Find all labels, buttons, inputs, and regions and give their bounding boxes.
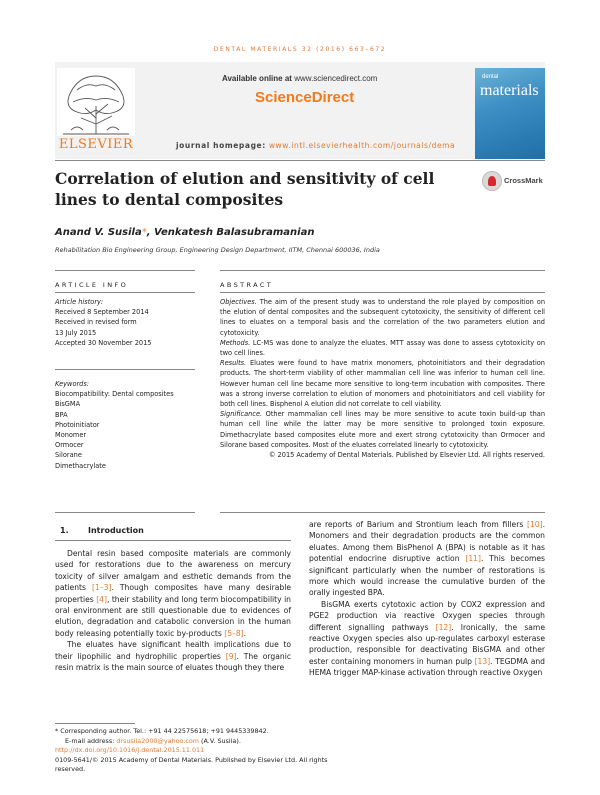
- section-heading-introduction: [60, 526, 144, 535]
- article-info-heading: ARTICLE INFO: [55, 281, 129, 289]
- paragraph: Dental resin based composite materials are commonly used for restorations due to the awareness on mercury toxicity of silver amalgam and esthetic demands from the patients [1–3]. Though composites have many desirable properties [4], their stability and long term biocompatibility in oral environment are still questionable due to evidences of elution, degradation and catabolic conversion in the human body releasing potentially toxic by-products [5–8].: [55, 549, 291, 638]
- paragraph: BisGMA exerts cytotoxic action by COX2 expression and PGE2 production via reactive Oxygen species through different signalling pathways [12]. Ironically, the same reactive Oxygen species also up-regulates carboxyl esterase production, responsible for deactivating BisGMA and other ester containing monomers in human pulp [13]. TEGDMA and HEMA trigger MAP-kinase activation through reactive Oxygen: [309, 599, 545, 678]
- citation-link[interactable]: [11]: [465, 554, 481, 564]
- author-list: [55, 227, 314, 238]
- info-rule-2: [55, 292, 195, 293]
- abstract-significance: Significance. Other mammalian cell lines may be more sensitive to acute toxin build-up than human cell line while the latter may be more sensitive to prolonged toxin exposure. Dimethacrylate based composites elute more and exert strong cytotoxicity than Ormocer and Silorane based composites. Most of the eluates correlated linearly to cytotoxicity.: [220, 410, 545, 449]
- doi-link[interactable]: http://dx.doi.org/10.1016/j.dental.2015.11.011: [55, 746, 205, 755]
- keyword-item: Photoinitiator: [55, 420, 100, 429]
- author-susila: Anand V. Susila: [55, 227, 142, 238]
- citation-link[interactable]: [13]: [474, 656, 491, 666]
- footnote-rule: [55, 723, 135, 724]
- keyword-item: Ormocer: [55, 441, 84, 450]
- citation-link[interactable]: [1–3]: [92, 583, 112, 593]
- intro-rule: [55, 540, 291, 541]
- body-column-left: [55, 548, 291, 673]
- citation-link[interactable]: [5–8]: [224, 628, 244, 638]
- header-divider: [55, 160, 545, 161]
- sciencedirect-logo: ScienceDirect: [255, 89, 355, 106]
- available-prefix: Available online at: [222, 74, 292, 83]
- keyword-item: Silorane: [55, 451, 82, 460]
- footnote-block: [55, 727, 355, 775]
- history-label: Article history:: [55, 298, 104, 306]
- abstract-heading: ABSTRACT: [220, 281, 274, 289]
- journal-citation: DENTAL MATERIALS 32 (2016) 663–672: [213, 46, 387, 53]
- crossmark-label: CrossMark: [504, 176, 543, 185]
- paragraph: The eluates have significant health implications due to their lipophilic and hydrophilic properties [9]. The organic resin matrix is the main source of eluates though they there: [55, 640, 291, 673]
- abstract-results: Results. Eluates were found to have matrix monomers, photoinitiators and their degradation products. The short-term viability of other mammalian cell line was inferior to human cell line. However human cell line became more sensitive to long-term incubation with composites. There was a strong inverse correlation to elution of monomers and photoinitiators and cell viability for both cell lines. Bisphenol A elution did not correlate to cell viability.: [220, 359, 545, 409]
- keywords-label: Keywords:: [55, 380, 90, 388]
- article-title: Correlation of elution and sensitivity of cell lines to dental composites: [55, 169, 435, 209]
- keyword-item: BisGMA: [55, 400, 81, 409]
- issn-copyright: 0109-5641/© 2015 Academy of Dental Materials. Published by Elsevier Ltd. All rights reserved.: [55, 755, 328, 774]
- abstract-copyright: © 2015 Academy of Dental Materials. Published by Elsevier Ltd. All rights reserved.: [268, 451, 545, 460]
- homepage-link[interactable]: www.intl.elsevierhealth.com/journals/dema: [268, 141, 456, 150]
- corresponding-author-note: * Corresponding author. Tel.: +91 44 22575618; +91 9445339842.: [55, 727, 269, 735]
- crossmark-badge[interactable]: [482, 170, 545, 194]
- info-rule: [55, 270, 195, 271]
- abstract-methods: Methods. LC-MS was done to analyze the eluates. MTT assay was done to assess cytotoxicity on two cell lines.: [220, 338, 545, 358]
- abstract-rule: [220, 270, 545, 271]
- citation-link[interactable]: [4]: [96, 594, 107, 604]
- sciencedirect-url[interactable]: www.sciencedirect.com: [294, 74, 378, 83]
- abstract-end-rule: [220, 512, 545, 513]
- cover-title: materials: [480, 82, 539, 99]
- cover-subtitle: dental: [482, 74, 499, 80]
- available-online: [222, 74, 377, 83]
- keyword-item: Monomer: [55, 431, 87, 440]
- keyword-list: [55, 379, 195, 471]
- citation-link[interactable]: [12]: [435, 622, 452, 632]
- history-item: Received 8 September 2014: [55, 308, 149, 317]
- homepage-label: journal homepage:: [176, 141, 266, 150]
- author-balasubramanian: , Venkatesh Balasubramanian: [146, 227, 315, 238]
- section-number: 1.: [60, 526, 69, 535]
- info-rule-3: [55, 369, 195, 370]
- journal-homepage: [176, 141, 455, 150]
- section-title: Introduction: [88, 526, 144, 535]
- article-history: [55, 297, 195, 348]
- email-line: E-mail address: drsusila2000@yahoo.com (A.V. Susila).: [65, 736, 241, 745]
- abstract-objectives: Objectives. The aim of the present study was to understand the role played by composition on the elution of dental composites and the subsequent cytotoxicity, the sensitivity of different cell lines to eluates on a temporal basis and the correlation of the two parameters elution and cytotoxicity.: [220, 298, 545, 337]
- citation-link[interactable]: [9]: [225, 651, 237, 661]
- history-item: Received in revised form: [55, 318, 137, 327]
- crossmark-icon: [482, 171, 502, 191]
- affiliation: Rehabilitation Bio Engineering Group, Engineering Design Department, IITM, Chennai 600036, India: [55, 246, 380, 254]
- citation-link[interactable]: [10]: [526, 520, 543, 529]
- keyword-item: Biocompatibility: Dental composites: [55, 390, 174, 399]
- history-item: 13 July 2015: [55, 328, 97, 337]
- abstract-body: [220, 297, 545, 460]
- corresponding-author-mark[interactable]: *: [141, 227, 147, 238]
- history-item: Accepted 30 November 2015: [55, 338, 152, 347]
- elsevier-wordmark: ELSEVIER: [58, 137, 134, 152]
- abstract-rule-2: [220, 292, 545, 293]
- info-end-rule: [55, 512, 195, 513]
- keyword-item: BPA: [55, 410, 68, 419]
- email-link[interactable]: drsusila2000@yahoo.com: [116, 736, 200, 745]
- keyword-item: Dimethacrylate: [55, 461, 106, 470]
- paragraph: are reports of Barium and Strontium leach from fillers [10]. Monomers and their degradation products are the common eluates. Among them BisPhenol A (BPA) is notable as it has potential endocrine disruptive action [11]. This becomes significant particularly when the number of restorations is more which would increase the cumulative burden of the orally ingested BPA.: [309, 520, 545, 598]
- body-column-right: [309, 519, 545, 679]
